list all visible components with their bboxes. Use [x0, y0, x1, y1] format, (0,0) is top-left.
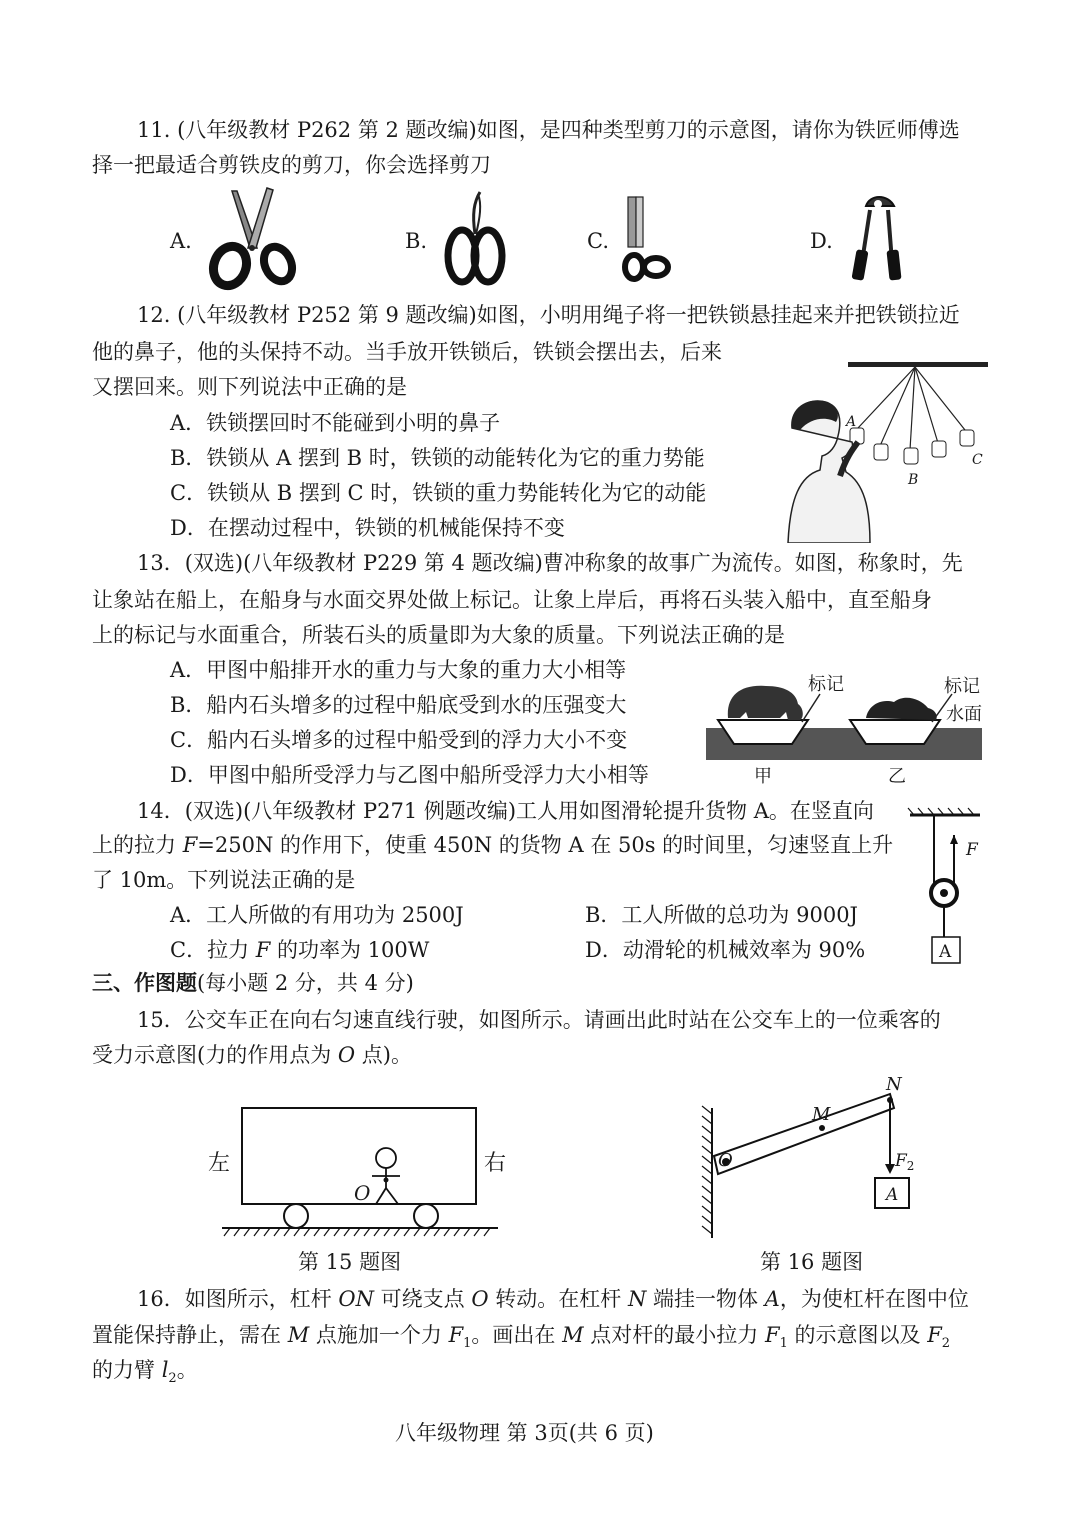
q11-option-d-label: D.	[810, 229, 833, 253]
q16-line3: 的力臂 $l_2$。	[92, 1358, 198, 1387]
q12-line1: 12. (八年级教材 P252 第 9 题改编)如图，小明用绳子将一把铁锁悬挂起来并把铁锁拉近	[137, 303, 960, 327]
label-mark-jia: 标记	[808, 674, 844, 695]
q14-option-a: A．工人所做的有用功为 2500J	[170, 903, 464, 927]
pulley-label-box: A	[939, 942, 952, 962]
pendulum-lock-figure	[780, 358, 995, 543]
q14-line2: 上的拉力 F=250N 的作用下，使重 450N 的货物 A 在 50s 的时间里，匀速竖直上升	[92, 833, 894, 857]
q12-line2: 他的鼻子，他的头保持不动。当手放开铁锁后，铁锁会摆出去，后来	[92, 340, 722, 364]
q14-line3: 了 10m。下列说法正确的是	[92, 868, 356, 892]
elephant-boat-figure	[700, 668, 990, 788]
figure-15-caption: 第 15 题图	[298, 1250, 402, 1274]
scissors-b-icon	[440, 190, 510, 290]
q14-option-d: D．动滑轮的机械效率为 90%	[585, 938, 866, 962]
q13-line2: 让象站在船上，在船身与水面交界处做上标记。让象上岸后，再将石头装入船中，直至船身	[92, 588, 932, 612]
pendulum-label-c: C	[972, 452, 983, 468]
bolt-cutter-d-icon	[848, 192, 908, 287]
bus-label-left: 左	[208, 1151, 231, 1176]
q14-option-c: C．拉力 F 的功率为 100W	[170, 938, 430, 962]
scissors-c-icon	[616, 195, 676, 290]
q11-option-c-label: C.	[587, 229, 609, 253]
q16-line1: 16．如图所示，杠杆 ON 可绕支点 O 转动。在杠杆 N 端挂一物体 A，为使杠杆在图中位	[137, 1287, 969, 1311]
q11-line1: 11. (八年级教材 P262 第 2 题改编)如图，是四种类型剪刀的示意图，请你为铁匠师傅选	[137, 118, 960, 142]
q13-line3: 上的标记与水面重合，所装石头的质量即为大象的质量。下列说法正确的是	[92, 623, 785, 647]
pendulum-label-b: B	[908, 472, 919, 488]
lever-label-m: M	[812, 1104, 831, 1125]
lever-label-f2: $F_2$	[895, 1151, 915, 1173]
bus-label-right: 右	[484, 1151, 507, 1176]
pulley-figure	[900, 805, 990, 970]
q15-line1: 15．公交车正在向右匀速直线行驶，如图所示。请画出此时站在公交车上的一位乘客的	[137, 1008, 941, 1032]
q11-option-a-label: A.	[170, 229, 192, 253]
lever-label-box: A	[886, 1185, 899, 1205]
q12-option-c: C．铁锁从 B 摆到 C 时，铁锁的重力势能转化为它的动能	[170, 481, 707, 505]
lever-label-n: N	[886, 1074, 902, 1095]
lever-label-o: O	[718, 1150, 733, 1171]
pulley-label-f: F	[966, 840, 978, 860]
scissors-a-icon	[202, 186, 302, 291]
q12-option-a: A．铁锁摆回时不能碰到小明的鼻子	[170, 411, 501, 435]
q15-line2: 受力示意图(力的作用点为 O 点)。	[92, 1043, 412, 1067]
label-mark-yi: 标记	[944, 676, 980, 697]
q13-option-d: D．甲图中船所受浮力与乙图中船所受浮力大小相等	[170, 763, 649, 787]
q13-option-c: C．船内石头增多的过程中船受到的浮力大小不变	[170, 728, 628, 752]
section-3-heading: 三、作图题(每小题 2 分，共 4 分)	[92, 971, 414, 995]
label-jia: 甲	[754, 766, 772, 787]
q14-line1: 14．(双选)(八年级教材 P271 例题改编)工人用如图滑轮提升货物 A。在竖直向	[137, 799, 874, 823]
q11-option-b-label: B.	[405, 229, 428, 253]
q12-line3: 又摆回来。则下列说法中正确的是	[92, 375, 407, 399]
label-water-surface: 水面	[946, 704, 982, 725]
pendulum-label-a: A	[846, 414, 857, 430]
q16-line2: 置能保持静止，需在 M 点施加一个力 $F_1$。画出在 M 点对杆的最小拉力 $F_1$ 的示意图以及 $F_2$	[92, 1323, 951, 1352]
bus-label-o: O	[354, 1181, 371, 1205]
bus-figure	[200, 1100, 520, 1245]
q13-option-a: A．甲图中船排开水的重力与大象的重力大小相等	[170, 658, 627, 682]
page-footer: 八年级物理 第 3页(共 6 页)	[395, 1421, 654, 1445]
q13-option-b: B．船内石头增多的过程中船底受到水的压强变大	[170, 693, 627, 717]
lever-figure	[690, 1070, 930, 1245]
q13-line1: 13．(双选)(八年级教材 P229 第 4 题改编)曹冲称象的故事广为流传。如图，称象时，先	[137, 551, 963, 575]
label-yi: 乙	[888, 766, 906, 787]
q12-option-b: B．铁锁从 A 摆到 B 时，铁锁的动能转化为它的重力势能	[170, 446, 705, 470]
q14-option-b: B．工人所做的总功为 9000J	[585, 903, 858, 927]
q12-option-d: D．在摆动过程中，铁锁的机械能保持不变	[170, 516, 565, 540]
figure-16-caption: 第 16 题图	[760, 1250, 864, 1274]
q11-line2: 择一把最适合剪铁皮的剪刀，你会选择剪刀	[92, 153, 491, 177]
